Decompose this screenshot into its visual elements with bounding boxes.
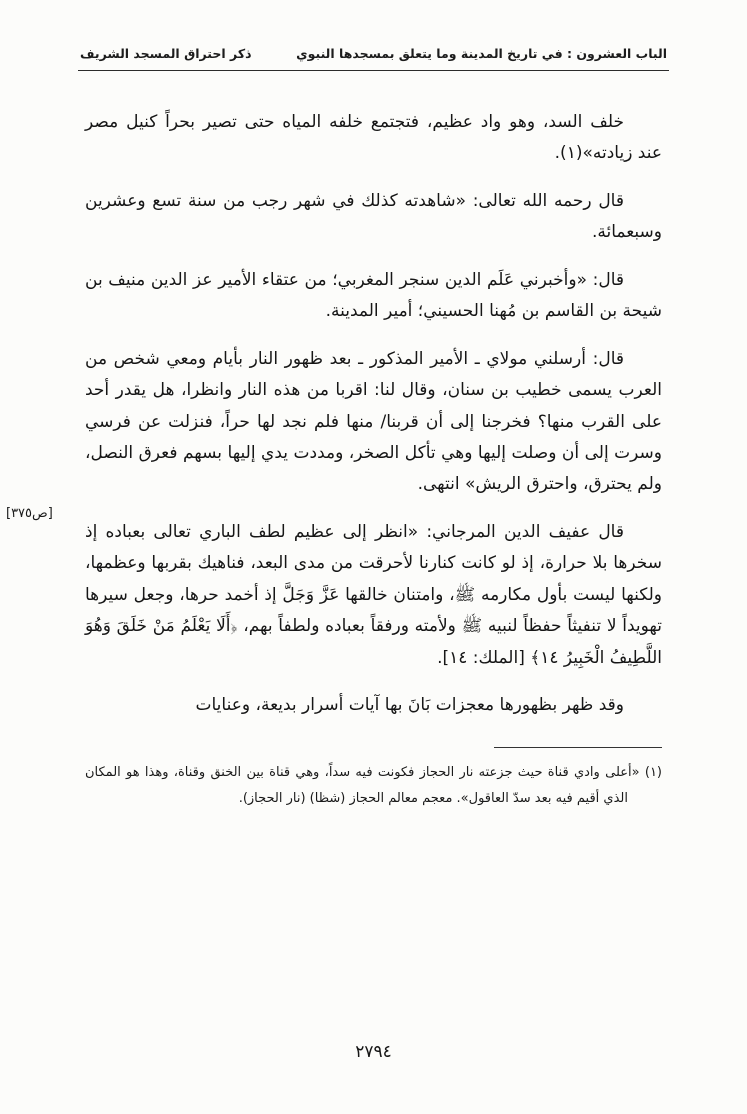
margin-page-ref: [ص٣٧٥] xyxy=(6,506,53,521)
body-paragraph: قال عفيف الدين المرجاني: «انظر إلى عظيم لطف الباري تعالى بعباده إذ سخرها بلا حرارة، إذ لو كانت كنارنا لأحرقت من مدى البعد، فناهيك بقربها وعظمها، ولكنها ليست بأول مكارمه ﷺ، وامتنان خالقها عَزَّ وَجَلَّ إذ أخمد حرها، وجعل سيرها تهويداً لا تنفيثاً حفظاً لنبيه ﷺ ولأمته ورفقاً بعباده ولطفاً بهم، ﴿أَلَا يَعْلَمُ مَنْ خَلَقَ وَهُوَ اللَّطِيفُ الْخَبِيرُ ١٤﴾ [الملك: ١٤]. xyxy=(85,521,662,668)
body-paragraph: وقد ظهر بظهورها معجزات بَانَ بها آيات أسرار بديعة، وعنايات xyxy=(195,695,624,715)
footnote-separator xyxy=(494,747,662,748)
body-text-block xyxy=(85,107,662,721)
footnote-text: (١) «أعلى وادي قناة حيث جزعته نار الحجاز فكونت فيه سداً، وهي قناة بين الخنق وقناة، وهذا هو المكان الذي أقيم فيه بعد سدّ العاقول». معجم معالم الحجاز (شظا) (نار الحجاز). xyxy=(85,765,662,807)
page-number: ٢٧٩٤ xyxy=(355,1042,392,1062)
header-section-title: ذكر احتراق المسجد الشريف xyxy=(80,46,252,61)
header-chapter-title: الباب العشرون : في تاريخ المدينة وما يتعلق بمسجدها النبوي xyxy=(296,46,667,61)
body-paragraph: قال رحمه الله تعالى: «شاهدته كذلك في شهر رجب من سنة تسع وعشرين وسبعمائة. xyxy=(85,190,662,243)
header-rule xyxy=(78,70,669,71)
body-paragraph: خلف السد، وهو واد عظيم، فتجتمع خلفه المياه حتى تصير بحراً كنيل مصر عند زيادته»(١). xyxy=(85,112,662,164)
page-header xyxy=(80,46,667,61)
body-paragraph: قال: أرسلني مولاي ـ الأمير المذكور ـ بعد ظهور النار بأيام ومعي شخص من العرب يسمى خطيب بن سنان، وقال لنا: اقربا من هذه النار وانظرا، هل يقدر أحد على القرب منها؟ فخرجنا إلى أن قربنا/ منها فلم نجد لها حراً، فنزلت عن فرسي وسرت إلى أن وصلت إليها وهي تأكل الصخر، ومددت يدي إليها بسهم فعرق النصل، ولم يحترق، واحترق الريش» انتهى. xyxy=(85,348,662,495)
body-paragraph: قال: «وأخبرني عَلَم الدين سنجر المغربي؛ من عتقاء الأمير عز الدين منيف بن شيحة بن القاسم بن مُهنا الحسيني؛ أمير المدينة. xyxy=(85,269,662,322)
